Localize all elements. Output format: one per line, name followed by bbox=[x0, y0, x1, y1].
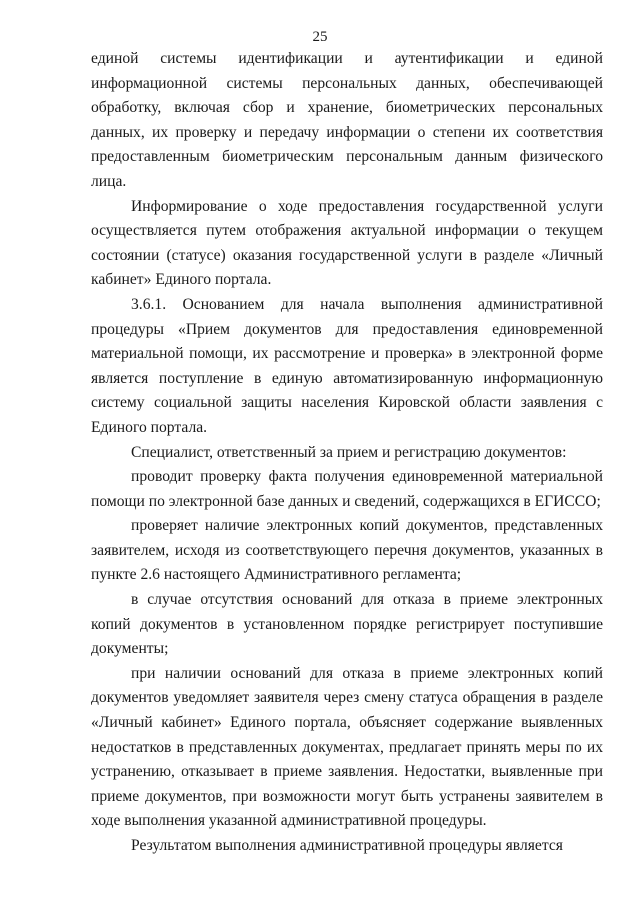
paragraph-refusal: при наличии оснований для отказа в приеме электронных копий документов уведомляет заявителя через смену статуса обращения в разделе «Личный кабинет» Единого портала, объясняет содержание выявленных недостатков в представленных документах, предлагает принять меры по их устранению, отказывает в приеме заявления. Недостатки, выявленные при приеме документов, при возможности могут быть устранены заявителем в ходе выполнения указанной административной процедуры. bbox=[91, 664, 603, 830]
paragraph-specialist: Специалист, ответственный за прием и регистрацию документов: bbox=[131, 443, 567, 461]
document-body bbox=[91, 47, 603, 859]
paragraph-result: Результатом выполнения административной процедуры является bbox=[131, 837, 563, 854]
paragraph-biometric-systems: единой системы идентификации и аутентификации и единой информационной системы персональных данных, обеспечивающей обработку, включая сбор и хранение, биометрических персональных данных, их проверку и передачу информации о степени их соответствия предоставленным биометрическим персональным данным физического лица. bbox=[91, 50, 603, 190]
page-number: 25 bbox=[312, 29, 328, 45]
paragraph-check-copies: проверяет наличие электронных копий документов, представленных заявителем, исходя из соответствующего перечня документов, указанных в пункте 2.6 настоящего Административного регламента; bbox=[91, 517, 603, 584]
paragraph-informing: Информирование о ходе предоставления государственной услуги осуществляется путем отображения актуальной информации о текущем состоянии (статусе) оказания государственной услуги в разделе «Личный кабинет» Единого портала. bbox=[91, 197, 603, 289]
paragraph-register: в случае отсутствия оснований для отказа в приеме электронных копий документов в установленном порядке регистрирует поступившие документы; bbox=[91, 591, 603, 658]
paragraph-3-6-1: 3.6.1. Основанием для начала выполнения административной процедуры «Прием документов для предоставления единовременной материальной помощи, их рассмотрение и проверка» в электронной форме является поступление в единую автоматизированную информационную систему социальной защиты населения Кировской области заявления с Единого портала. bbox=[91, 295, 603, 436]
paragraph-check-payment: проводит проверку факта получения единовременной материальной помощи по электронной базе данных и сведений, содержащихся в ЕГИССО; bbox=[91, 468, 603, 510]
